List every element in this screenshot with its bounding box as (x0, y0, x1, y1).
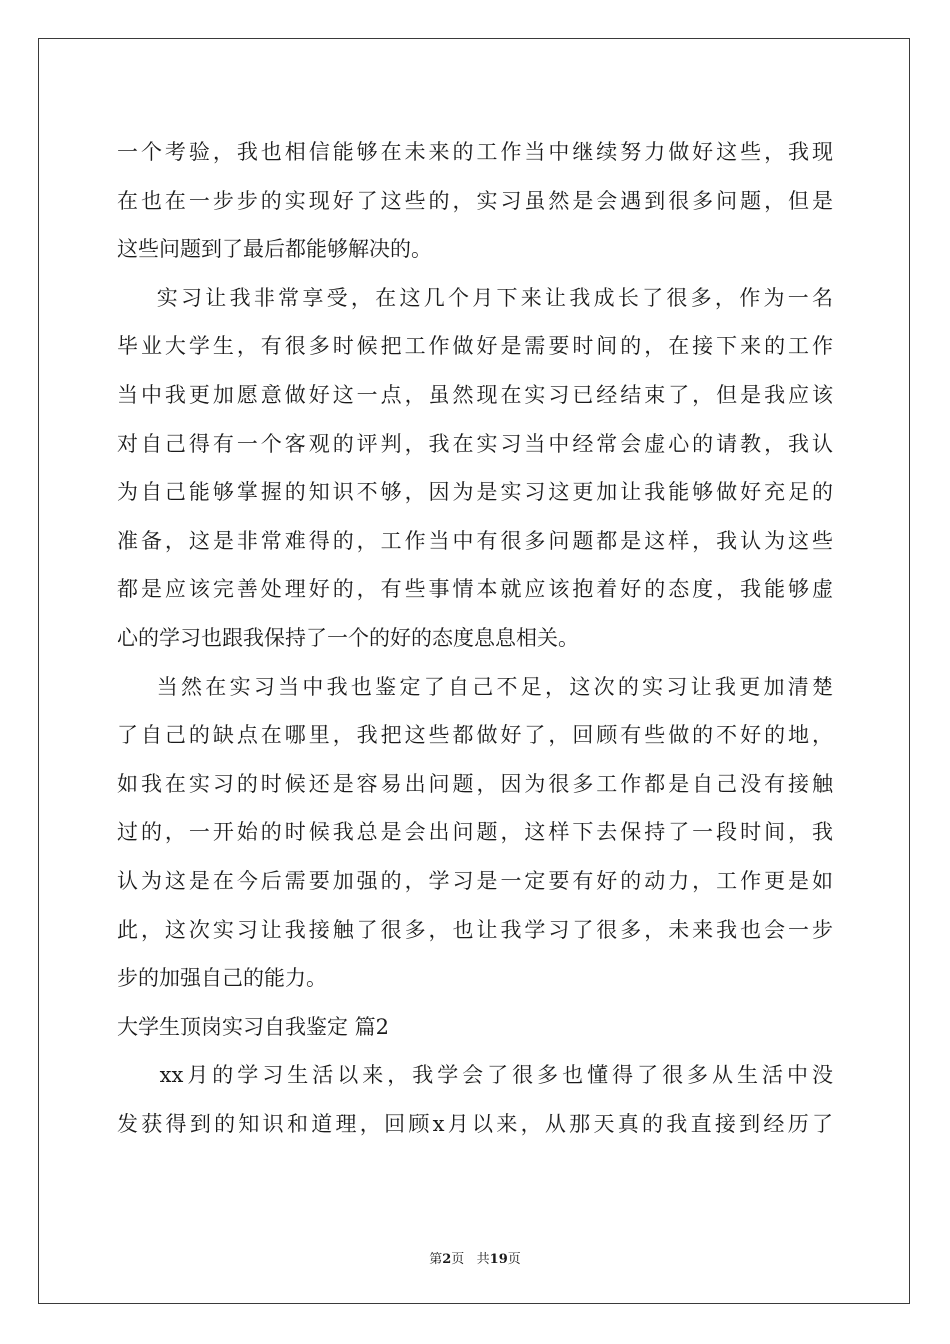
text-line: 此，这次实习让我接触了很多，也让我学习了很多，未来我也会一步 (117, 917, 833, 942)
text-line: 这些问题到了最后都能够解决的。 (117, 237, 432, 262)
page-prefix: 第 (429, 1252, 443, 1267)
text-line: 一个考验，我也相信能够在未来的工作当中继续努力做好这些，我现 (117, 140, 833, 164)
text-line: 发获得到的知识和道理，回顾x月以来，从那天真的我直接到经历了 (117, 1111, 833, 1136)
text-line: 对自己得有一个客观的评判，我在实习当中经常会虚心的请教，我认 (117, 431, 833, 456)
page-mid: 页 共 (451, 1252, 490, 1267)
text-line: 心的学习也跟我保持了一个的好的态度息息相关。 (117, 625, 579, 650)
text-line: 了自己的缺点在哪里，我把这些都做好了，回顾有些做的不好的地， (117, 723, 833, 748)
text-line: 过的，一开始的时候我总是会出问题，这样下去保持了一段时间，我 (117, 820, 833, 845)
text-line: xx月的学习生活以来，我学会了很多也懂得了很多从生活中没 (117, 1063, 833, 1088)
current-page-number: 2 (442, 1252, 452, 1267)
page-suffix: 页 (507, 1252, 521, 1267)
text-line: 都是应该完善处理好的，有些事情本就应该抱着好的态度，我能够虚 (117, 577, 833, 602)
text-line: 当然在实习当中我也鉴定了自己不足，这次的实习让我更加清楚 (117, 674, 833, 699)
text-line: 当中我更加愿意做好这一点，虽然现在实习已经结束了，但是我应该 (117, 382, 833, 407)
text-line: 为自己能够掌握的知识不够，因为是实习这更加让我能够做好充足的 (117, 480, 833, 505)
text-line: 如我在实习的时候还是容易出问题，因为很多工作都是自己没有接触 (117, 771, 833, 796)
text-line: 实习让我非常享受，在这几个月下来让我成长了很多，作为一名 (117, 285, 833, 310)
text-line: 毕业大学生，有很多时候把工作做好是需要时间的，在接下来的工作 (117, 334, 833, 359)
text-line: 认为这是在今后需要加强的，学习是一定要有好的动力，工作更是如 (117, 868, 833, 893)
text-line: 在也在一步步的实现好了这些的，实习虽然是会遇到很多问题，但是 (117, 188, 833, 213)
text-line: 准备，这是非常难得的，工作当中有很多问题都是这样，我认为这些 (117, 528, 833, 553)
section-heading: 大学生顶岗实习自我鉴定 篇2 (117, 1014, 390, 1039)
document-body (117, 128, 833, 1148)
page-footer (0, 1248, 950, 1267)
total-page-count: 19 (489, 1252, 508, 1267)
text-line: 步的加强自己的能力。 (117, 966, 327, 991)
